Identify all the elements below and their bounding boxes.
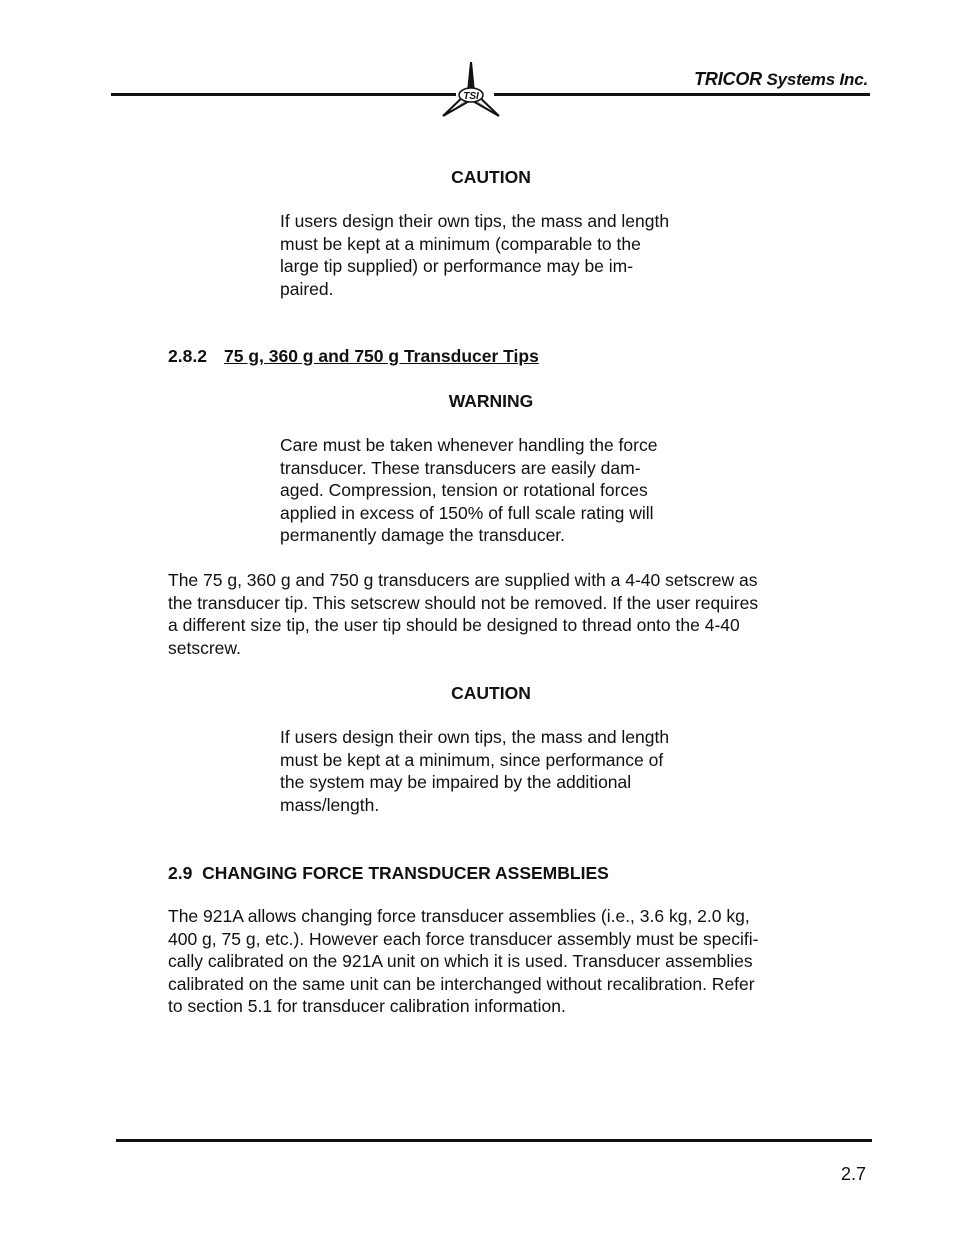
text-line: mass/length.	[280, 794, 380, 815]
text-line: transducer. These transducers are easily dam-	[280, 457, 641, 478]
text-line: The 75 g, 360 g and 750 g transducers are supplied with a 4-40 setscrew as	[168, 570, 758, 590]
body-paragraph	[168, 569, 828, 659]
caution-text	[280, 210, 710, 300]
svg-text:TSI: TSI	[463, 91, 479, 102]
text-line: a different size tip, the user tip should be designed to thread onto the 4-40	[168, 615, 740, 635]
text-line: large tip supplied) or performance may be im-	[280, 256, 634, 276]
text-line: paired.	[280, 278, 334, 299]
tricor-tri-star-logo-icon	[441, 62, 501, 118]
company-suffix: Systems Inc.	[761, 70, 868, 89]
text-line: setscrew.	[168, 637, 241, 658]
header-rule-left	[111, 93, 456, 96]
header-rule-right	[494, 93, 870, 96]
text-line: to section 5.1 for transducer calibration information.	[168, 996, 566, 1016]
text-line: must be kept at a minimum (comparable to the	[280, 233, 641, 254]
text-line: permanently damage the transducer.	[280, 525, 566, 545]
text-line: must be kept at a minimum, since performance of	[280, 749, 664, 770]
company-name	[694, 69, 868, 90]
text-line: calibrated on the same unit can be interchanged without recalibration. Refer	[168, 973, 755, 994]
page-number: 2.7	[840, 1164, 866, 1184]
text-line: the transducer tip. This setscrew should not be removed. If the user requires	[168, 592, 759, 613]
text-line: Care must be taken whenever handling the force	[280, 435, 658, 455]
text-line: cally calibrated on the 921A unit on which it is used. Transducer assemblies	[168, 951, 753, 971]
footer-rule	[116, 1139, 872, 1142]
text-line: applied in excess of 150% of full scale rating will	[280, 502, 654, 523]
text-line: If users design their own tips, the mass and length	[280, 727, 670, 747]
text-line: The 921A allows changing force transducer assemblies (i.e., 3.6 kg, 2.0 kg,	[168, 906, 750, 926]
text-line: If users design their own tips, the mass and length	[280, 211, 670, 231]
caution-text	[280, 726, 710, 816]
warning-heading: WARNING	[448, 391, 534, 411]
text-line: aged. Compression, tension or rotational forces	[280, 480, 648, 500]
body-paragraph	[168, 905, 828, 1018]
text-line: the system may be impaired by the additional	[280, 772, 632, 792]
caution-heading: CAUTION	[451, 683, 531, 703]
section-number: 2.9	[168, 863, 193, 883]
caution-heading: CAUTION	[451, 167, 531, 187]
section-heading-2-8-2	[168, 346, 539, 367]
section-heading-2-9	[168, 863, 609, 884]
section-title: 75 g, 360 g and 750 g Transducer Tips	[224, 346, 539, 366]
company-brand: TRICOR	[694, 69, 762, 89]
section-title: CHANGING FORCE TRANSDUCER ASSEMBLIES	[202, 863, 609, 883]
warning-text	[280, 434, 710, 547]
text-line: 400 g, 75 g, etc.). However each force transducer assembly must be specifi-	[168, 928, 759, 949]
section-number: 2.8.2	[168, 346, 207, 366]
